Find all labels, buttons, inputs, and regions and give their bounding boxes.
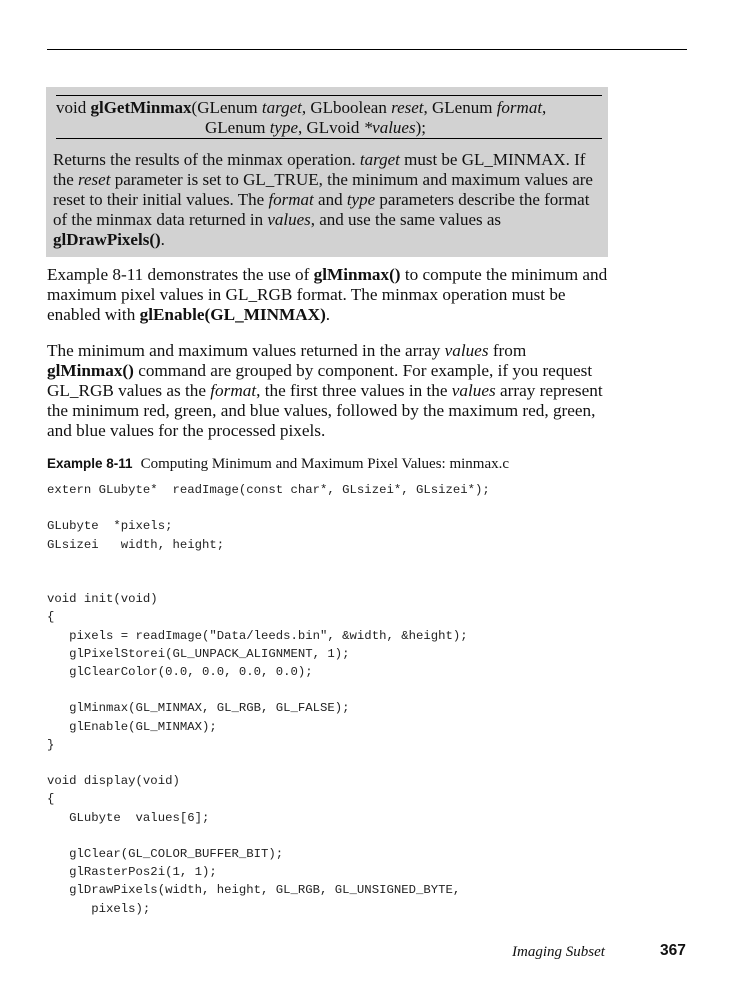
- page-number: 367: [660, 942, 686, 959]
- example-label: Example 8-11: [47, 456, 133, 471]
- signature-top-rule: [56, 95, 602, 96]
- code-listing: extern GLubyte* readImage(const char*, GLsizei*, GLsizei*); GLubyte *pixels; GLsizei width, height; void init(void) { pixels = readImage("Data/leeds.bin", &width, &height); glPixelStorei(GL_UNPACK_ALIGNMENT, 1); glClearColor(0.0, 0.0, 0.0, 0.0); glMinmax(GL_MINMAX, GL_RGB, GL_FALSE); glEnable(GL_MINMAX); } void display(void) { GLubyte values[6]; glClear(GL_COLOR_BUFFER_BIT); glRasterPos2i(1, 1); glDrawPixels(width, height, GL_RGB, GL_UNSIGNED_BYTE, pixels);: [47, 483, 490, 916]
- function-signature-line2: GLenum type, GLvoid *values);: [205, 118, 426, 137]
- header-rule: [47, 49, 687, 50]
- signature-bottom-rule: [56, 138, 602, 139]
- function-name: glGetMinmax: [90, 98, 192, 117]
- function-description: Returns the results of the minmax operation. target must be GL_MINMAX. If the reset parameter is set to GL_TRUE, the minimum and maximum values are reset to their initial values. The format and type parameters describe the format of the minmax data returned in values, and use the same values as glDrawPixels().: [53, 150, 593, 249]
- example-caption: [47, 455, 509, 473]
- example-title: Computing Minimum and Maximum Pixel Values: minmax.c: [140, 456, 510, 472]
- function-signature-line1: void glGetMinmax(GLenum target, GLboolean reset, GLenum format,: [56, 98, 547, 117]
- body-paragraph-2: The minimum and maximum values returned in the array values from glMinmax() command are grouped by component. For example, if you request GL_RGB values as the format, the first three values in the values array represent the minimum red, green, and blue values, followed by the maximum red, green, and blue values for the processed pixels.: [47, 341, 603, 440]
- footer-section-title: Imaging Subset: [512, 944, 605, 960]
- body-paragraph-1: Example 8-11 demonstrates the use of glMinmax() to compute the minimum and maximum pixel values in GL_RGB format. The minmax operation must be enabled with glEnable(GL_MINMAX).: [47, 265, 608, 324]
